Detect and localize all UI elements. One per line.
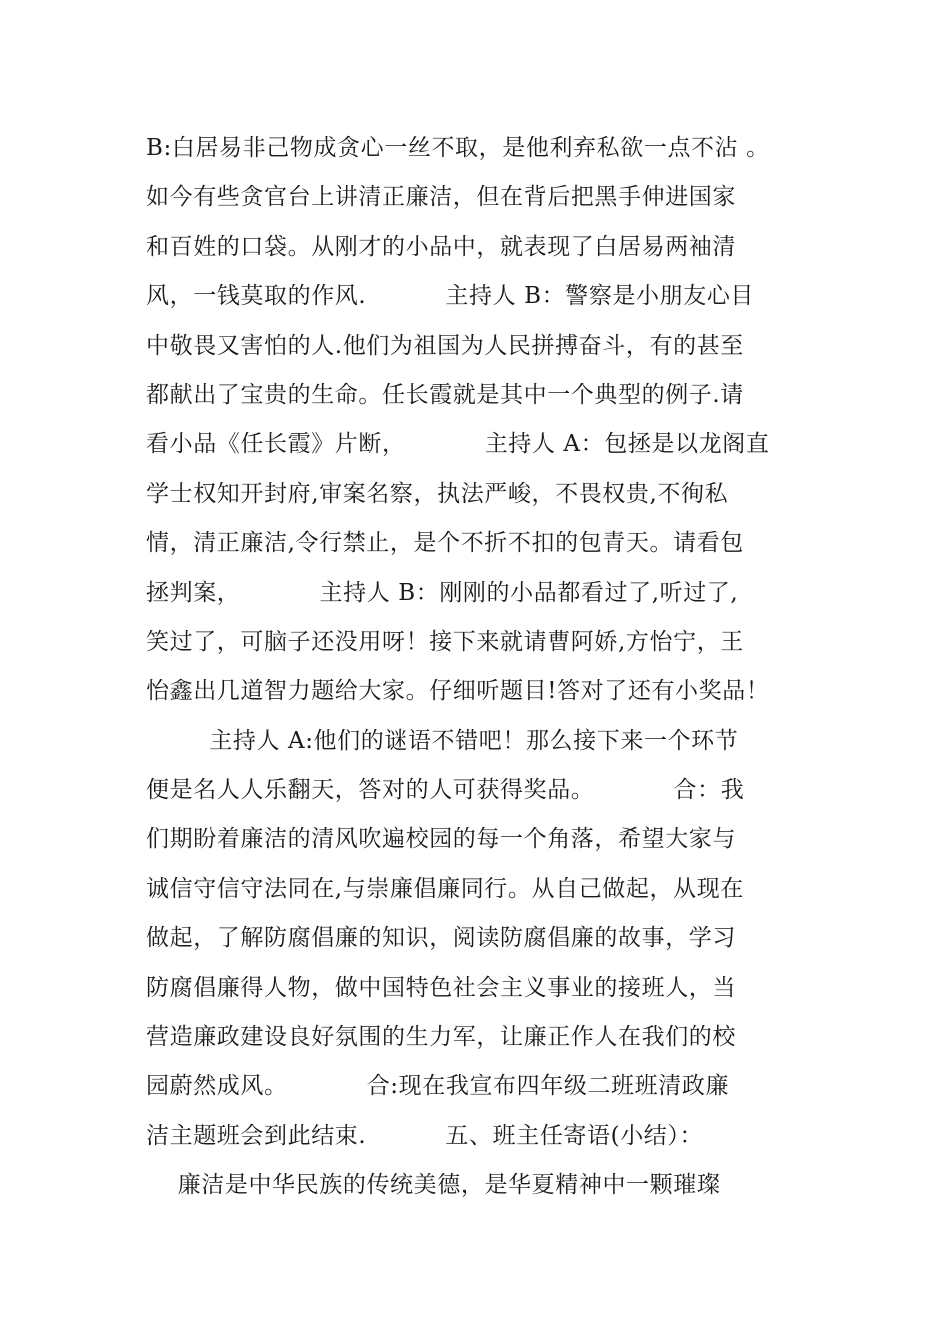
body-text	[146, 124, 846, 1211]
text-line: 主持人 A:他们的谜语不错吧！那么接下来一个环节	[146, 727, 739, 754]
text-line: 防腐倡廉得人物，做中国特色社会主义事业的接班人，当	[146, 974, 736, 1001]
text-line: 情，清正廉洁,令行禁止，是个不折不扣的包青天。请看包	[146, 530, 744, 557]
text-line: 风，一钱莫取的作风. 主持人 B：警察是小朋友心目	[146, 283, 755, 310]
text-line: 如今有些贪官台上讲清正廉洁，但在背后把黑手伸进国家	[146, 184, 736, 211]
text-line: 怡鑫出几道智力题给大家。仔细听题目!答对了还有小奖品！	[146, 678, 770, 705]
text-line: 做起，了解防腐倡廉的知识，阅读防腐倡廉的故事，学习	[146, 925, 736, 952]
text-line: 园蔚然成风。 合:现在我宣布四年级二班班清政廉	[146, 1073, 730, 1100]
text-line: 们期盼着廉洁的清风吹遍校园的每一个角落，希望大家与	[146, 826, 736, 853]
text-line: 笑过了，可脑子还没用呀！接下来就请曹阿娇,方怡宁，王	[146, 628, 744, 655]
text-line: 廉洁是中华民族的传统美德，是华夏精神中一颗璀璨	[146, 1172, 721, 1199]
text-line: 和百姓的口袋。从刚才的小品中，就表现了白居易两袖清	[146, 233, 736, 260]
text-line: 洁主题班会到此结束. 五、班主任寄语(小结）：	[146, 1122, 704, 1149]
text-line: B:白居易非己物成贪心一丝不取，是他利弃私欲一点不沾 。	[146, 135, 770, 161]
text-line: 中敬畏又害怕的人.他们为祖国为人民拼搏奋斗，有的甚至	[146, 332, 744, 359]
text-line: 营造廉政建设良好氛围的生力军，让廉正作人在我们的校	[146, 1024, 736, 1051]
text-line: 便是名人人乐翻天，答对的人可获得奖品。 合：我	[146, 777, 745, 804]
text-line: 都献出了宝贵的生命。任长霞就是其中一个典型的例子.请	[146, 381, 744, 408]
text-line: 拯判案， 主持人 B：刚刚的小品都看过了,听过了,	[146, 579, 739, 606]
text-line: 诚信守信守法同在,与崇廉倡廉同行。从自己做起，从现在	[146, 875, 744, 902]
text-line: 学士权知开封府,审案名察，执法严峻，不畏权贵,不徇私	[146, 480, 729, 507]
text-line: 看小品《任长霞》片断， 主持人 A：包拯是以龙阁直	[146, 431, 770, 458]
